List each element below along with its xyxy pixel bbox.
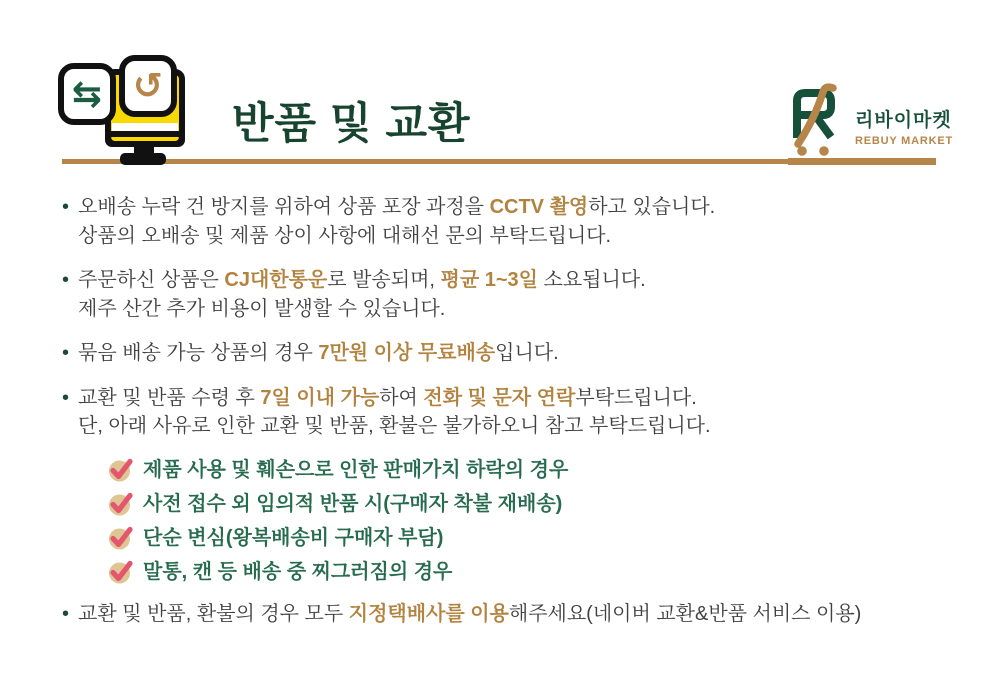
body-text: 교환 및 반품, 환불의 경우 모두	[78, 602, 349, 625]
body-text: 제주 산간 추가 비용이 발생할 수 있습니다.	[78, 297, 446, 320]
highlight-text: 지정택배사를 이용	[348, 602, 509, 625]
bullet-dot: •	[62, 602, 70, 625]
body-text: 소요됩니다.	[537, 269, 646, 291]
check-icon	[108, 559, 134, 585]
bullet-item	[62, 384, 972, 441]
bullet-lines	[78, 384, 711, 441]
rebuy-market-logo	[788, 82, 953, 156]
body-text: 입니다.	[495, 342, 559, 364]
check-icon	[108, 525, 134, 551]
bullet-item	[62, 266, 972, 323]
check-text: 말통, 캔 등 배송 중 찌그러짐의 경우	[143, 560, 453, 583]
body-text: 부탁드립니다.	[575, 386, 697, 409]
text-line	[78, 193, 715, 222]
check-icon	[108, 491, 134, 517]
text-line	[78, 295, 646, 324]
check-text: 단순 변심(왕복배송비 구매자 부담)	[143, 526, 444, 549]
body-text: 묶음 배송 가능 상품의 경우	[78, 342, 319, 364]
swap-arrows-icon: ⇆	[71, 73, 103, 114]
logo-name-korean: 리바이마켓	[855, 110, 952, 131]
highlight-text: 7만원 이상 무료배송	[318, 342, 496, 364]
highlight-text: 평균 1~3일	[440, 269, 538, 291]
bullet-dot: •	[62, 196, 70, 218]
page-title: 반품 및 교환	[232, 100, 471, 148]
body-text: 단, 아래 사유로 인한 교환 및 반품, 환불은 불가하오니 참고 부탁드립니다.	[78, 415, 711, 437]
bullet-item	[62, 600, 972, 629]
bullet-lines	[78, 193, 715, 250]
check-text: 제품 사용 및 훼손으로 인한 판매가치 하락의 경우	[143, 458, 569, 481]
bullet-lines	[78, 266, 646, 323]
text-line	[78, 266, 646, 295]
body-text: 주문하신 상품은	[78, 269, 225, 291]
check-icon	[108, 457, 134, 483]
bullet-dot: •	[62, 269, 70, 291]
body-text: 하여	[379, 386, 424, 409]
check-item	[108, 559, 972, 585]
check-item	[108, 525, 972, 551]
logo-name-english: REBUY MARKET	[855, 135, 954, 147]
body-text: 해주세요(네이버 교환&반품 서비스 이용)	[508, 602, 862, 625]
logo-text	[855, 91, 953, 147]
return-arrow-icon: ↺	[132, 65, 164, 106]
bullet-dot: •	[62, 342, 70, 364]
bullet-dot: •	[62, 386, 70, 409]
body-text: 로 발송되며,	[327, 269, 441, 291]
check-item	[108, 491, 972, 517]
check-text: 사전 접수 외 임의적 반품 시(구매자 착불 재배송)	[143, 492, 563, 515]
logo-underline	[788, 158, 936, 165]
bullet-lines	[78, 600, 861, 629]
return-exchange-monitor-icon	[58, 52, 186, 166]
bullet-item	[62, 193, 972, 250]
body-text: 하고 있습니다.	[588, 196, 716, 218]
body-text: 오배송 누락 건 방지를 위하여 상품 포장 과정을	[78, 196, 490, 218]
body-text: 교환 및 반품 수령 후	[78, 386, 261, 409]
check-item	[108, 457, 972, 483]
text-line	[78, 222, 715, 251]
body-text: 상품의 오배송 및 제품 상이 사항에 대해선 문의 부탁드립니다.	[78, 224, 612, 247]
bullet-item	[62, 339, 972, 368]
highlight-text: 전화 및 문자 연락	[423, 386, 576, 409]
text-line	[78, 412, 711, 441]
text-line	[78, 339, 559, 368]
text-line	[78, 384, 711, 413]
highlight-text: 7일 이내 가능	[260, 386, 380, 409]
content-list	[62, 193, 972, 644]
highlight-text: CJ대한통운	[224, 269, 328, 291]
bullet-lines	[78, 339, 559, 368]
text-line	[78, 600, 861, 629]
rebuy-market-logo-mark	[788, 82, 846, 156]
highlight-text: CCTV 촬영	[489, 196, 589, 218]
